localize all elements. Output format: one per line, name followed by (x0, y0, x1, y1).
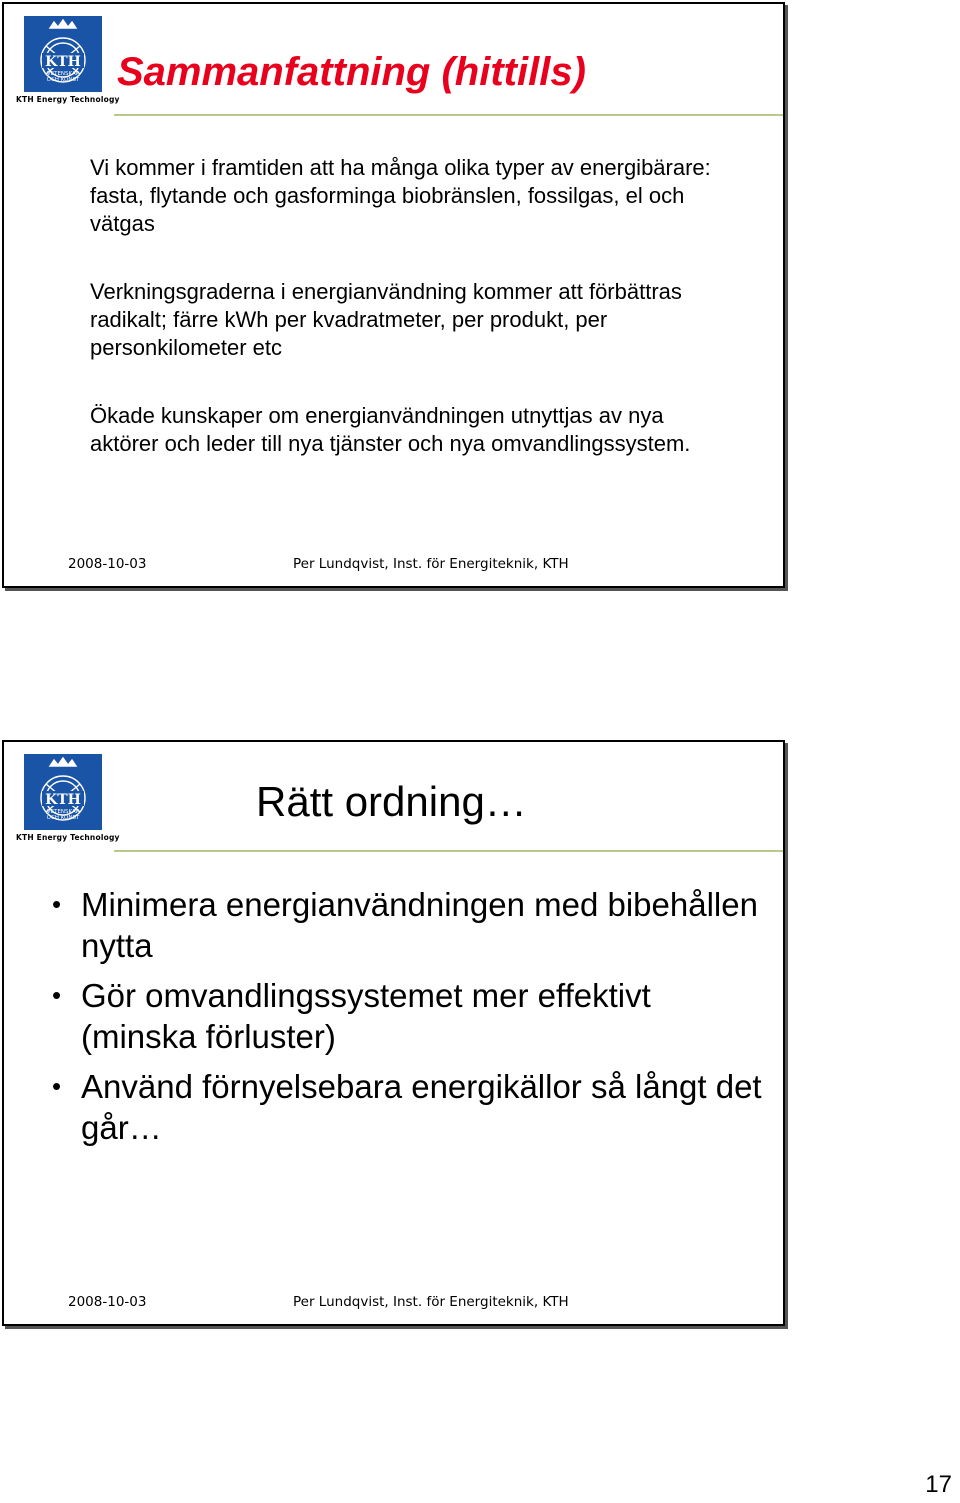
logo-caption: KTH Energy Technology (16, 95, 120, 104)
kth-brand-text: KTH (45, 792, 81, 808)
svg-text:VETENSKAP: VETENSKAP (46, 809, 80, 815)
logo-caption: KTH Energy Technology (16, 833, 120, 842)
svg-text:OCH KONST: OCH KONST (46, 815, 80, 821)
body-paragraph: Verkningsgraderna i energianvändning kommer att förbättras radikalt; färre kWh per kvadratmeter, per produkt, per personkilometer etc (90, 279, 682, 360)
bullet-text: Gör omvandlingssystemet mer effektivt (minska förluster) (81, 977, 651, 1055)
svg-text:VETENSKAP: VETENSKAP (46, 71, 80, 77)
slide-body (90, 154, 730, 498)
bullet-icon: • (52, 1071, 62, 1101)
kth-emblem-icon (24, 754, 102, 830)
bullet-list (52, 884, 772, 1157)
svg-text:OCH KONST: OCH KONST (46, 77, 80, 83)
bullet-item (52, 975, 772, 1057)
footer-date: 2008-10-03 (68, 556, 147, 572)
title-divider (114, 114, 783, 116)
body-paragraph: Ökade kunskaper om energianvändningen utnyttjas av nya aktörer och leder till nya tjänster och nya omvandlingssystem. (90, 403, 691, 456)
kth-logo (16, 754, 120, 842)
kth-emblem-icon (24, 16, 102, 92)
bullet-item (52, 884, 772, 966)
bullet-text: Minimera energianvändningen med bibehållen nytta (81, 886, 758, 964)
slide-title: Sammanfattning (hittills) (117, 50, 586, 94)
kth-brand-text: KTH (45, 54, 81, 70)
page-number: 17 (925, 1471, 952, 1498)
kth-logo (16, 16, 120, 104)
footer-author: Per Lundqvist, Inst. för Energiteknik, KTH (293, 1294, 569, 1310)
slide-summary (2, 2, 785, 588)
body-paragraph: Vi kommer i framtiden att ha många olika typer av energibärare: fasta, flytande och gasforminga biobränslen, fossilgas, el och vätgas (90, 155, 711, 236)
slide-right-order (2, 740, 785, 1326)
footer-date: 2008-10-03 (68, 1294, 147, 1310)
bullet-item (52, 1066, 772, 1148)
bullet-text: Använd förnyelsebara energikällor så långt det går… (81, 1068, 762, 1146)
footer-author: Per Lundqvist, Inst. för Energiteknik, KTH (293, 556, 569, 572)
title-divider (114, 850, 783, 852)
slide-title: Rätt ordning… (256, 778, 527, 825)
bullet-icon: • (52, 980, 62, 1010)
bullet-icon: • (52, 889, 62, 919)
